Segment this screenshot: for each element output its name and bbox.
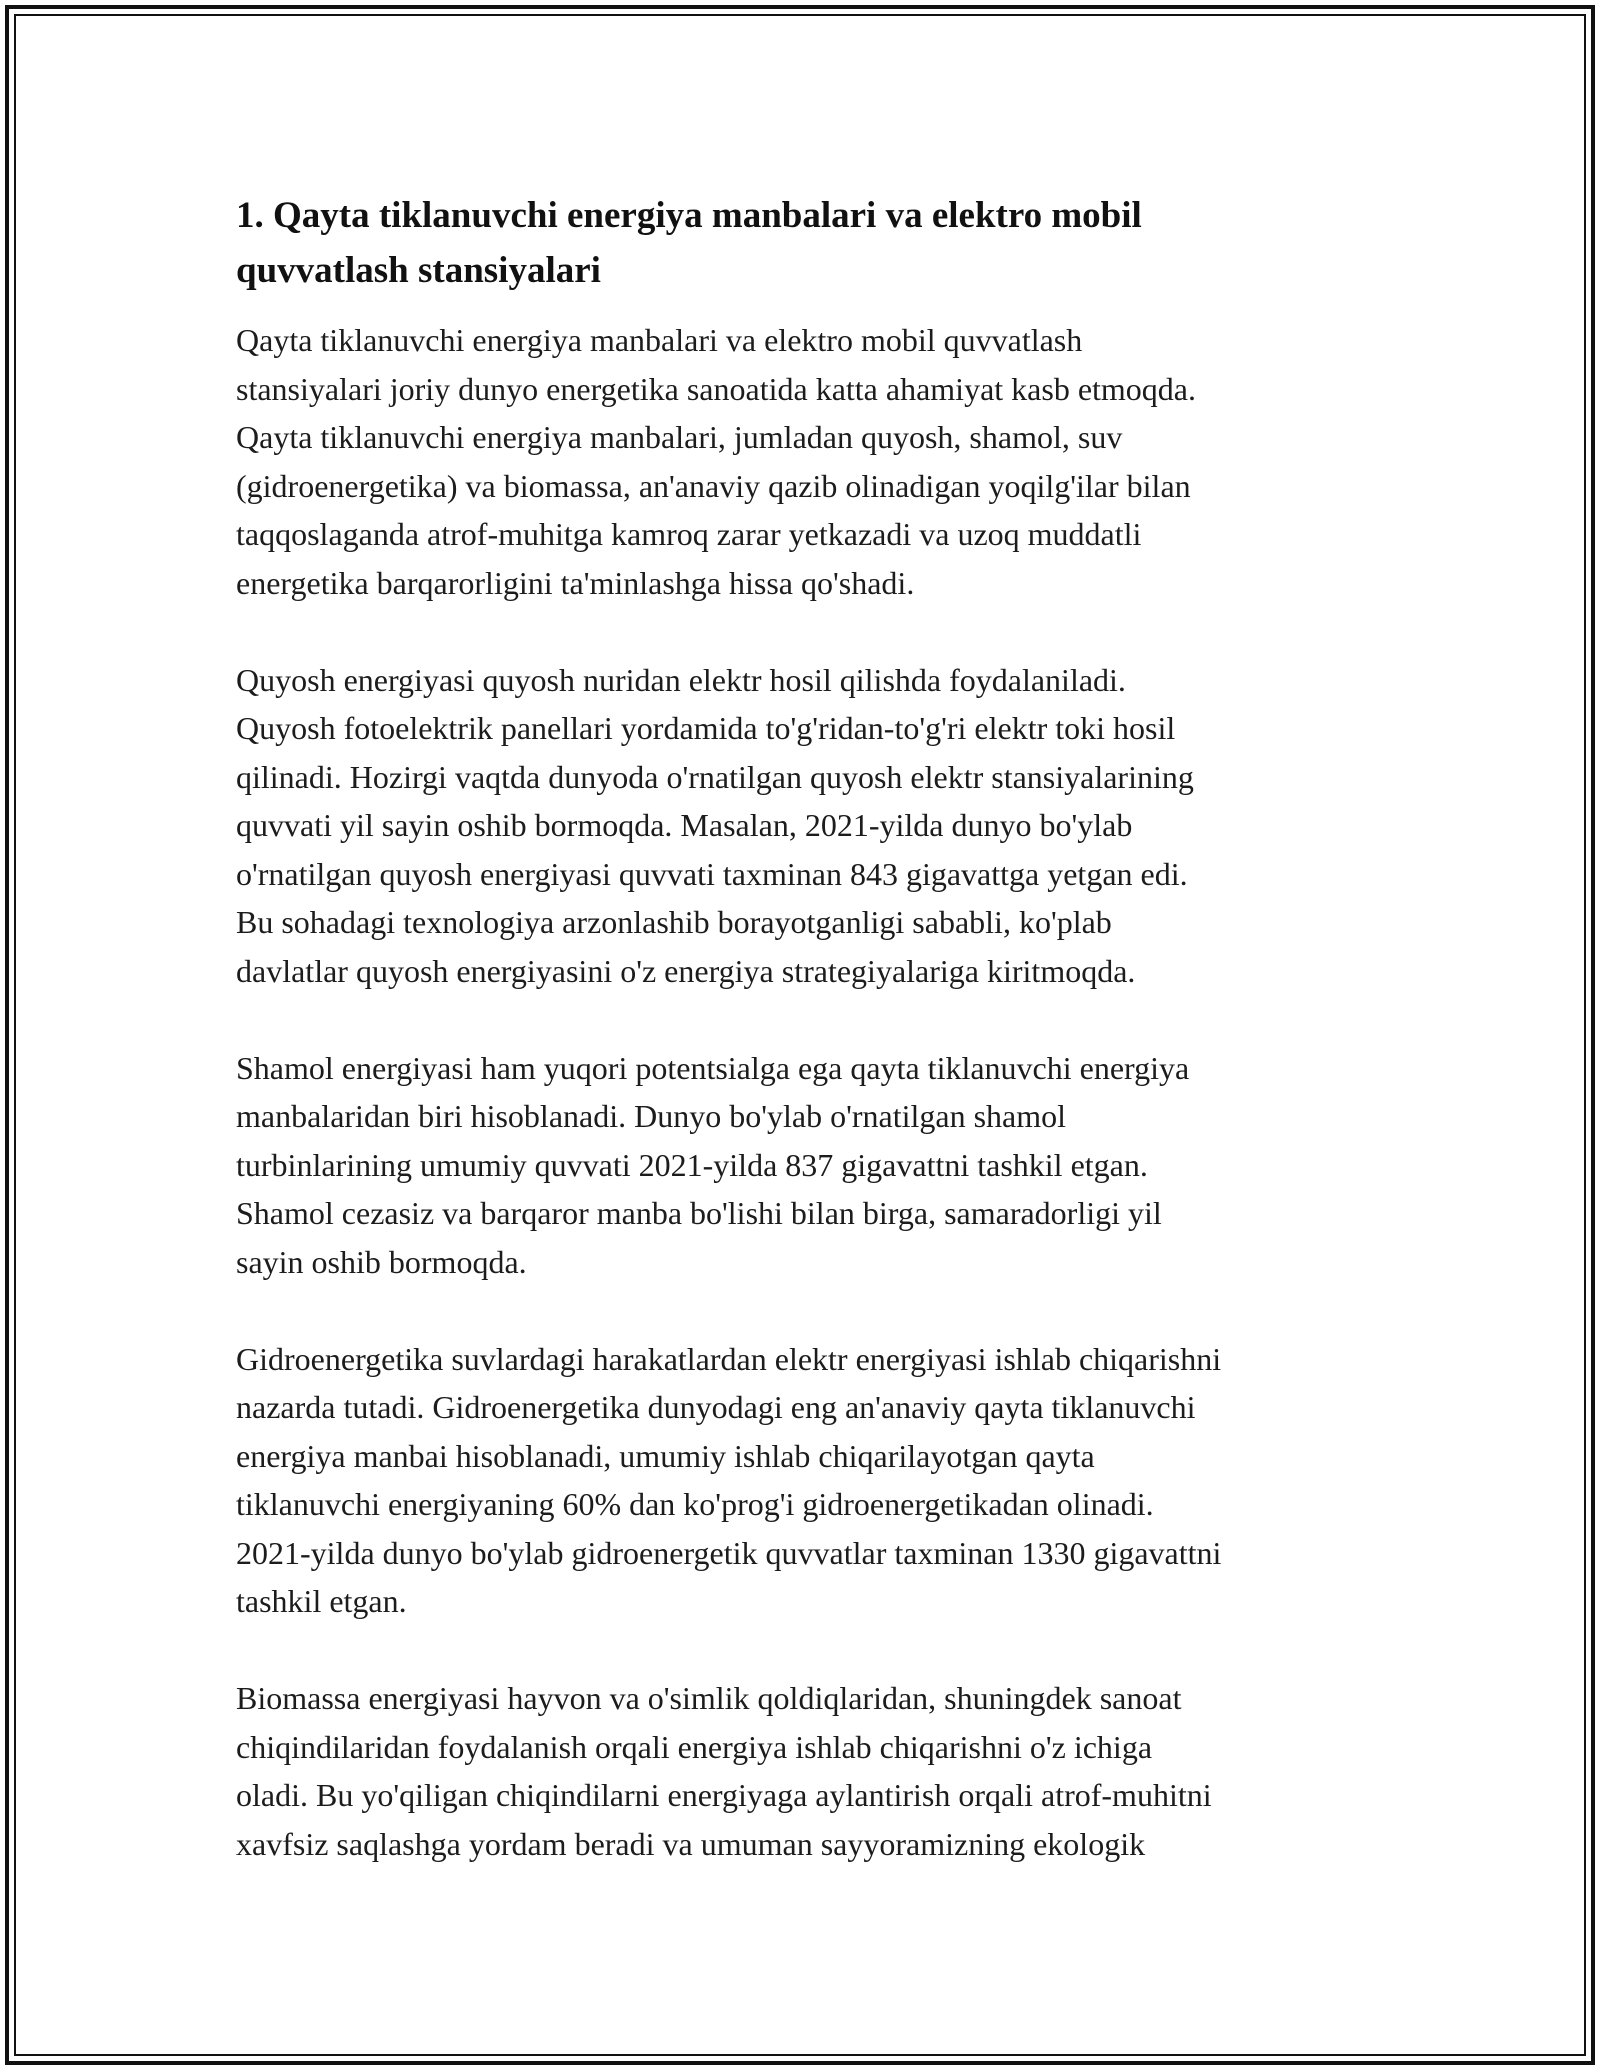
text-line: Bu sohadagi texnologiya arzonlashib borayotganligi sababli, ko'plab <box>236 904 1112 940</box>
text-line: nazarda tutadi. Gidroenergetika dunyodagi eng an'anaviy qayta tiklanuvchi <box>236 1389 1196 1425</box>
section-heading <box>236 188 1386 298</box>
paragraph-solar <box>236 656 1386 996</box>
text-line: stansiyalari joriy dunyo energetika sanoatida katta ahamiyat kasb etmoqda. <box>236 370 1196 407</box>
text-line: 2021-yilda dunyo bo'ylab gidroenergetik quvvatlar taxminan 1330 gigavattni <box>236 1534 1222 1571</box>
heading-line: quvvatlash stansiyalari <box>236 250 601 291</box>
text-line: davlatlar quyosh energiyasini o'z energiya strategiyalariga kiritmoqda. <box>236 952 1136 989</box>
text-line: energetika barqarorligini ta'minlashga hissa qo'shadi. <box>236 564 915 601</box>
text-line: qilinadi. Hozirgi vaqtda dunyoda o'rnatilgan quyosh elektr stansiyalarining <box>236 758 1194 795</box>
text-line: Gidroenergetika suvlardagi harakatlardan elektr energiyasi ishlab chiqarishni <box>236 1340 1222 1377</box>
text-line: tashkil etgan. <box>236 1583 407 1619</box>
paragraph-hydro <box>236 1335 1386 1626</box>
text-line: Shamol cezasiz va barqaror manba bo'lishi bilan birga, samaradorligi yil <box>236 1195 1162 1231</box>
text-line: Quyosh energiyasi quyosh nuridan elektr hosil qilishda foydalaniladi. <box>236 661 1126 698</box>
paragraph-biomass <box>236 1674 1386 1868</box>
text-line: turbinlarining umumiy quvvati 2021-yilda 837 gigavattni tashkil etgan. <box>236 1146 1148 1183</box>
text-line: energiya manbai hisoblanadi, umumiy ishlab chiqarilayotgan qayta <box>236 1437 1095 1474</box>
text-line: Qayta tiklanuvchi energiya manbalari va elektro mobil quvvatlash <box>236 322 1083 358</box>
text-line: taqqoslaganda atrof-muhitga kamroq zarar yetkazadi va uzoq muddatli <box>236 516 1142 552</box>
heading-line: 1. Qayta tiklanuvchi energiya manbalari va elektro mobil <box>236 195 1142 236</box>
document-body <box>236 188 1386 1868</box>
text-line: Qayta tiklanuvchi energiya manbalari, jumladan quyosh, shamol, suv <box>236 419 1123 455</box>
text-line: chiqindilaridan foydalanish orqali energiya ishlab chiqarishni o'z ichiga <box>236 1728 1153 1765</box>
text-line: Quyosh fotoelektrik panellari yordamida to'g'ridan-to'g'ri elektr toki hosil <box>236 710 1176 746</box>
text-line: quvvati yil sayin oshib bormoqda. Masalan, 2021-yilda dunyo bo'ylab <box>236 807 1133 843</box>
text-line: Biomassa energiyasi hayvon va o'simlik qoldiqlaridan, shuningdek sanoat <box>236 1680 1182 1716</box>
text-line: Shamol energiyasi ham yuqori potentsialga ega qayta tiklanuvchi energiya <box>236 1049 1190 1086</box>
text-line: (gidroenergetika) va biomassa, an'anaviy qazib olinadigan yoqilg'ilar bilan <box>236 467 1191 504</box>
text-line: manbalaridan biri hisoblanadi. Dunyo bo'ylab o'rnatilgan shamol <box>236 1098 1067 1134</box>
paragraph-wind <box>236 1044 1386 1287</box>
text-line: o'rnatilgan quyosh energiyasi quvvati taxminan 843 gigavattga yetgan edi. <box>236 855 1188 892</box>
text-line: tiklanuvchi energiyaning 60% dan ko'prog'i gidroenergetikadan olinadi. <box>236 1486 1154 1522</box>
paragraph-intro <box>236 316 1386 607</box>
text-line: xavfsiz saqlashga yordam beradi va umuman sayyoramizning ekologik <box>236 1825 1146 1862</box>
text-line: sayin oshib bormoqda. <box>236 1243 527 1280</box>
text-line: oladi. Bu yo'qiligan chiqindilarni energiyaga aylantirish orqali atrof-muhitni <box>236 1777 1212 1813</box>
